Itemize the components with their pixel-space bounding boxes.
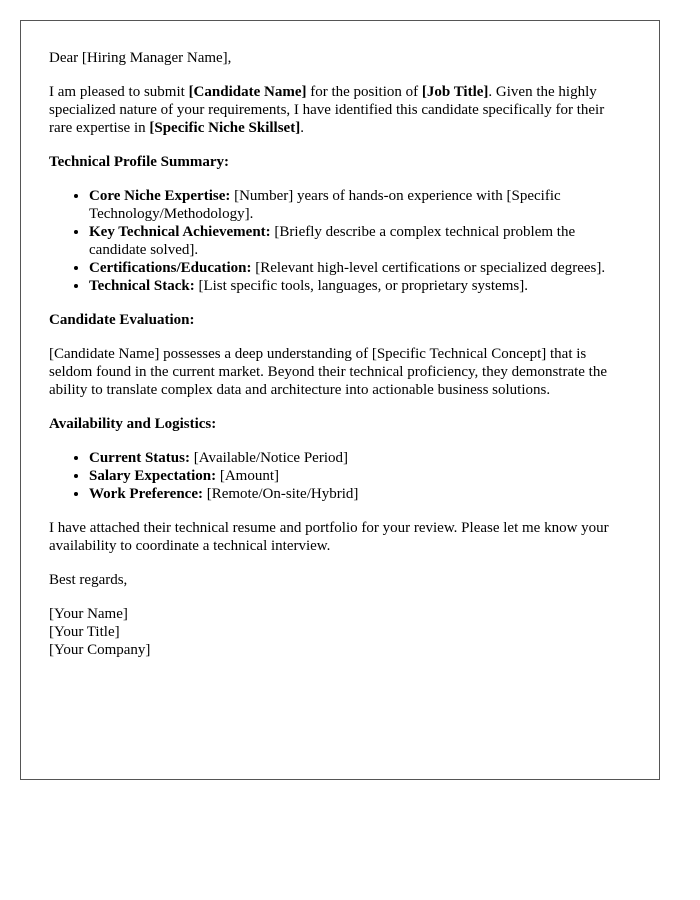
intro-text-1: I am pleased to submit bbox=[49, 84, 189, 100]
list-item bbox=[89, 449, 631, 467]
candidate-name-placeholder: [Candidate Name] bbox=[188, 84, 307, 100]
list-item bbox=[89, 467, 631, 485]
list-item-text: [Number] years of hands-on experience with [Specific Technology/Methodology]. bbox=[89, 188, 561, 222]
intro-text-2: for the position of bbox=[306, 84, 422, 100]
job-title-placeholder: [Job Title] bbox=[421, 84, 489, 100]
list-item-label: Technical Stack: bbox=[89, 278, 195, 294]
list-item-text: [Relevant high-level certifications or specialized degrees]. bbox=[251, 260, 606, 276]
signature-name: [Your Name] bbox=[49, 606, 128, 622]
intro-text-3: . Given the highly specialized nature of your requirements, I have identified this candidate specifically for their rare expertise in bbox=[49, 84, 605, 136]
sign-off: Best regards, bbox=[49, 572, 128, 588]
list-item-label: Key Technical Achievement: bbox=[89, 224, 271, 240]
list-item-text: [List specific tools, languages, or proprietary systems]. bbox=[194, 278, 528, 294]
list-item bbox=[89, 485, 631, 503]
technical-profile-heading: Technical Profile Summary: bbox=[49, 154, 229, 170]
list-item-label: Salary Expectation: bbox=[89, 468, 217, 484]
closing-paragraph: I have attached their technical resume and portfolio for your review. Please let me know your availability to coordinate a technical interview. bbox=[49, 520, 609, 554]
list-item-label: Core Niche Expertise: bbox=[89, 188, 231, 204]
signature-title: [Your Title] bbox=[49, 624, 120, 640]
signature-block bbox=[49, 605, 631, 659]
evaluation-heading: Candidate Evaluation: bbox=[49, 312, 195, 328]
signature-company: [Your Company] bbox=[49, 642, 151, 658]
list-item bbox=[89, 187, 631, 223]
evaluation-paragraph: [Candidate Name] possesses a deep understanding of [Specific Technical Concept] that is seldom found in the current market. Beyond their technical proficiency, they demonstrate the ability to translate complex data and architecture into actionable business solutions. bbox=[49, 346, 608, 398]
list-item-text: [Available/Notice Period] bbox=[189, 450, 348, 466]
list-item bbox=[89, 259, 631, 277]
availability-heading: Availability and Logistics: bbox=[49, 416, 217, 432]
list-item-text: [Amount] bbox=[216, 468, 279, 484]
availability-list bbox=[49, 449, 631, 503]
list-item bbox=[89, 223, 631, 259]
intro-text-4: . bbox=[300, 120, 304, 136]
list-item bbox=[89, 277, 631, 295]
intro-paragraph bbox=[49, 83, 631, 137]
niche-skillset-placeholder: [Specific Niche Skillset] bbox=[149, 120, 301, 136]
list-item-label: Current Status: bbox=[89, 450, 190, 466]
technical-profile-list bbox=[49, 187, 631, 295]
list-item-text: [Remote/On-site/Hybrid] bbox=[202, 486, 359, 502]
salutation: Dear [Hiring Manager Name], bbox=[49, 50, 232, 66]
list-item-text: [Briefly describe a complex technical problem the candidate solved]. bbox=[89, 224, 576, 258]
letter-document bbox=[20, 20, 660, 780]
list-item-label: Certifications/Education: bbox=[89, 260, 252, 276]
list-item-label: Work Preference: bbox=[89, 486, 203, 502]
